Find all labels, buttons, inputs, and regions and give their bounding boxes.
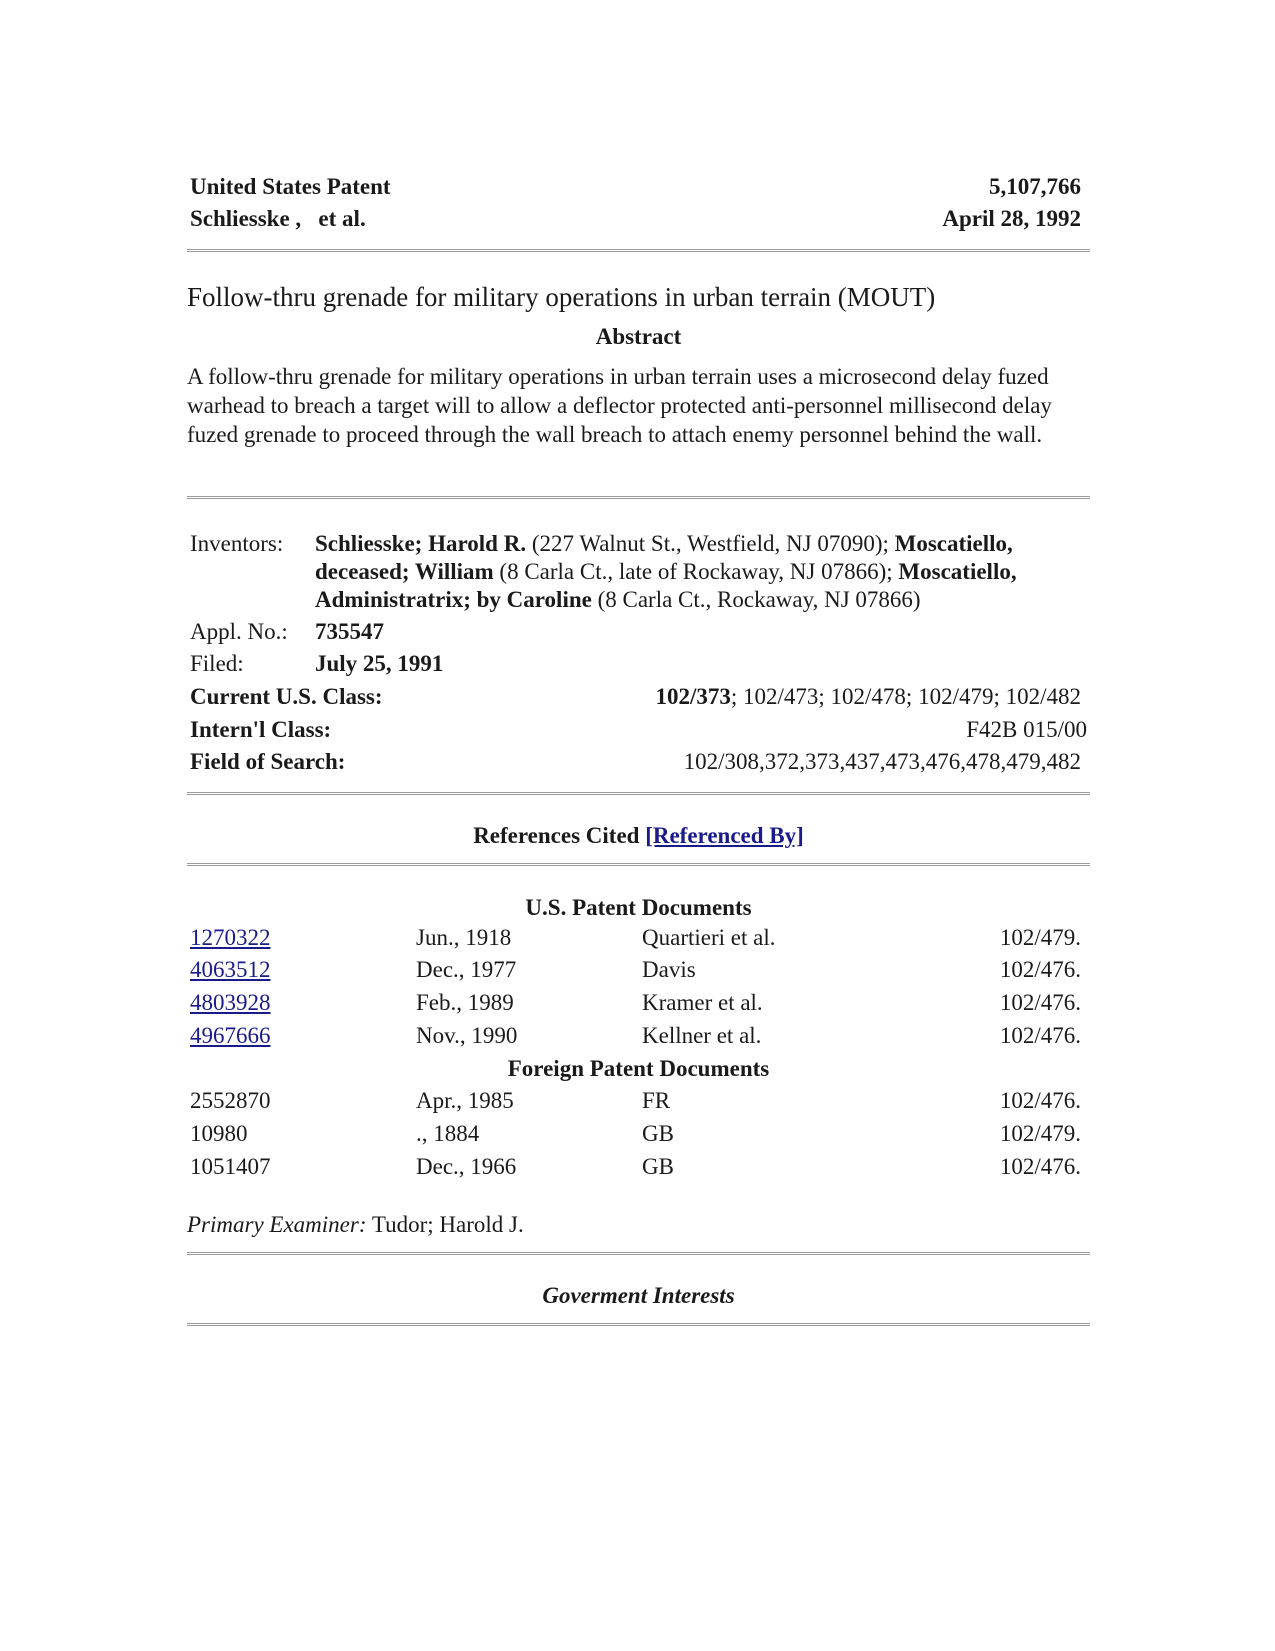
divider (187, 1252, 1090, 1255)
divider (187, 863, 1090, 866)
ref-date: Apr., 1985 (416, 1088, 514, 1113)
examiner-label: Primary Examiner: (187, 1212, 367, 1237)
ref-number: 2552870 (190, 1088, 271, 1113)
inventor-name: Schliesske; Harold R. (315, 531, 527, 556)
ref-date: Jun., 1918 (416, 925, 512, 950)
filed-label: Filed: (190, 651, 244, 676)
ref-date: Dec., 1977 (416, 957, 517, 982)
ref-country: GB (642, 1154, 674, 1179)
ref-name: Quartieri et al. (642, 925, 776, 950)
abstract-text: A follow-thru grenade for military operations in urban terrain uses a microsecond delay fuzed warhead to breach a target will to allow a deflector protected anti-personnel millisecond delay fuzed grenade to proceed through the wall breach to attach enemy personnel behind the wall. (187, 364, 1052, 447)
us-class-value (655, 683, 1081, 711)
divider (187, 496, 1090, 499)
ref-date: Dec., 1966 (416, 1154, 517, 1179)
appl-label: Appl. No.: (190, 619, 288, 644)
ref-class: 102/479. (999, 925, 1081, 950)
appl-value: 735547 (315, 619, 384, 644)
patent-link[interactable]: 4063512 (190, 957, 271, 982)
references-cited-label: References Cited (473, 823, 640, 848)
ref-date: ., 1884 (416, 1121, 480, 1146)
inventor-short: Schliesske , et al. (190, 206, 366, 231)
intl-class-label: Intern'l Class: (190, 717, 332, 742)
divider (187, 792, 1090, 795)
ref-class: 102/476. (999, 1088, 1081, 1113)
referenced-by-link[interactable]: [Referenced By] (645, 823, 804, 848)
inventors-row (187, 530, 1090, 620)
ref-name: Kramer et al. (642, 990, 763, 1015)
ref-number: 1051407 (190, 1154, 271, 1179)
ref-name: Davis (642, 957, 696, 982)
divider (187, 1323, 1090, 1326)
filed-value: July 25, 1991 (315, 651, 444, 676)
inventor-address: (8 Carla Ct., Rockaway, NJ 07866) (591, 587, 921, 612)
patent-link[interactable]: 1270322 (190, 925, 271, 950)
us-class-rest: ; 102/473; 102/478; 102/479; 102/482 (730, 684, 1081, 709)
ref-date: Feb., 1989 (416, 990, 514, 1015)
intl-class-value: F42B 015/00 (966, 717, 1087, 742)
ref-date: Nov., 1990 (416, 1023, 518, 1048)
ref-class: 102/476. (999, 957, 1081, 982)
ref-class: 102/476. (999, 990, 1081, 1015)
patent-label: United States Patent (190, 174, 391, 199)
inventors-list (315, 530, 1090, 614)
patent-number: 5,107,766 (989, 174, 1081, 199)
patent-link[interactable]: 4803928 (190, 990, 271, 1015)
patent-date: April 28, 1992 (942, 206, 1081, 231)
ref-class: 102/476. (999, 1154, 1081, 1179)
search-value: 102/308,372,373,437,473,476,478,479,482 (683, 749, 1081, 774)
search-label: Field of Search: (190, 749, 346, 774)
divider (187, 249, 1090, 252)
us-class-primary: 102/373 (655, 684, 731, 709)
us-class-label: Current U.S. Class: (190, 684, 383, 709)
inventor-address: (227 Walnut St., Westfield, NJ 07090); (526, 531, 895, 556)
inventor-address: (8 Carla Ct., late of Rockaway, NJ 07866); (493, 559, 899, 584)
ref-class: 102/479. (999, 1121, 1081, 1146)
ref-name: Kellner et al. (642, 1023, 762, 1048)
ref-country: GB (642, 1121, 674, 1146)
ref-class: 102/476. (999, 1023, 1081, 1048)
inventor-name: Moscatiello, deceased; William (315, 531, 1013, 584)
ref-country: FR (642, 1088, 671, 1113)
inventors-label: Inventors: (190, 531, 284, 556)
ref-number: 10980 (190, 1121, 248, 1146)
examiner-name: Tudor; Harold J. (366, 1212, 524, 1237)
patent-link[interactable]: 4967666 (190, 1023, 271, 1048)
inventor-name: Moscatiello, Administratrix; by Caroline (315, 559, 1017, 612)
